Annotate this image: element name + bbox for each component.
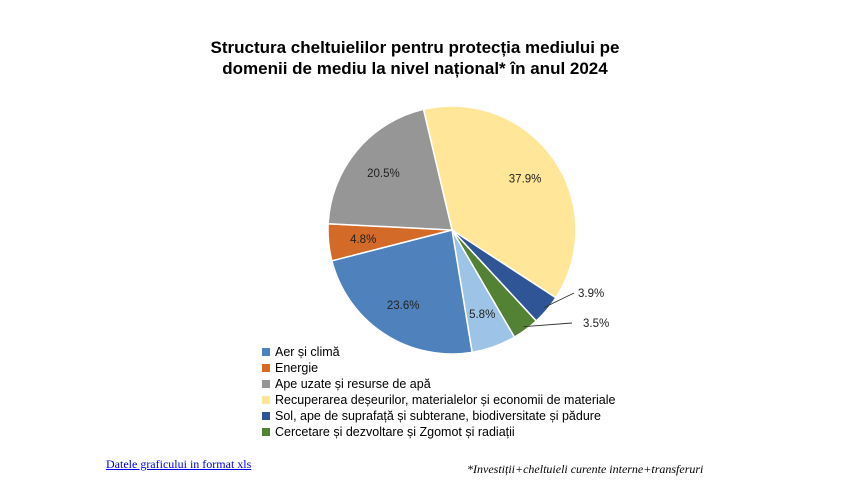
legend-label: Sol, ape de suprafață și subterane, biodiversitate și pădure: [275, 409, 601, 423]
legend-item: [262, 360, 615, 376]
legend-swatch: [262, 380, 270, 388]
pie-data-label: 23.6%: [386, 299, 420, 312]
legend-item: [262, 392, 615, 408]
pie-data-label: 20.5%: [367, 167, 400, 180]
legend-label: Cercetare și dezvoltare și Zgomot și radiații: [275, 425, 515, 439]
legend-item: [262, 424, 615, 440]
pie-data-label: 4.8%: [350, 233, 377, 246]
pie-data-label: 3.5%: [583, 318, 610, 330]
pie-data-label: 3.9%: [578, 288, 605, 300]
legend-swatch: [262, 428, 270, 436]
pie-data-label: 37.9%: [508, 173, 542, 186]
legend-item: [262, 344, 615, 360]
legend-swatch: [262, 348, 270, 356]
legend-swatch: [262, 364, 270, 372]
legend-item: [262, 408, 615, 424]
legend-label: Aer și climă: [275, 345, 340, 359]
download-data-xls-link[interactable]: Datele graficului in format xls: [106, 457, 252, 471]
legend-label: Recuperarea deșeurilor, materialelor și economii de materiale: [275, 393, 616, 407]
legend-item: [262, 376, 615, 392]
chart-title-line-2: domenii de mediu la nivel național* în anul 2024: [222, 59, 608, 78]
legend-swatch: [262, 412, 270, 420]
legend-label: Ape uzate și resurse de apă: [275, 377, 431, 391]
chart-legend: [262, 344, 615, 440]
pie-data-label: 5.8%: [469, 309, 496, 321]
legend-label: Energie: [275, 361, 319, 375]
legend-swatch: [262, 396, 270, 404]
chart-title-line-1: Structura cheltuielilor pentru protecția mediului pe: [210, 38, 620, 57]
chart-footnote: *Investiții+cheltuieli curente interne+transferuri: [467, 462, 704, 476]
